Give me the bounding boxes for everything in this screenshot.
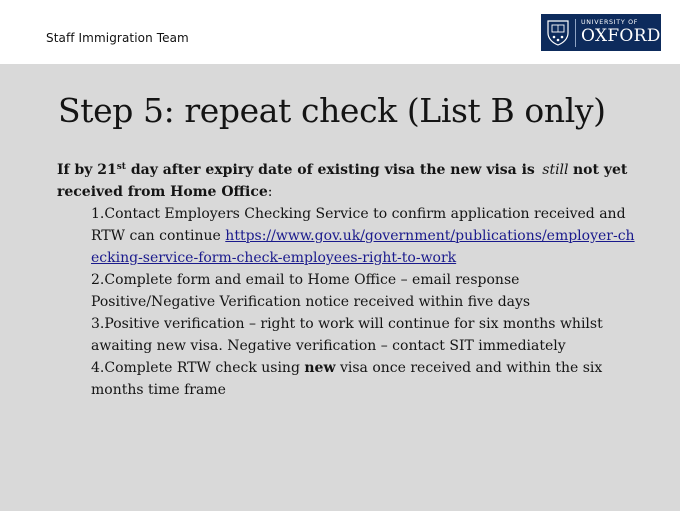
step-4-prefix: 4.Complete RTW check using <box>91 360 305 376</box>
step-2-text: 2.Complete form and email to Home Office – email response Positive/Negative Verification notice received within five days <box>91 272 531 310</box>
oxford-logo <box>541 14 661 51</box>
intro-paragraph <box>57 159 642 203</box>
step-4 <box>91 357 642 401</box>
step-1-text: 1.Contact Employers Checking Service to confirm application received and RTW can continue <box>91 206 626 244</box>
slide-header <box>0 0 680 64</box>
intro-colon: : <box>267 184 273 200</box>
steps-list <box>57 203 642 401</box>
step-2 <box>91 269 642 313</box>
step-4-bold-word: new <box>304 360 336 376</box>
logo-text <box>581 20 661 45</box>
step-3 <box>91 313 642 357</box>
step-1 <box>91 203 642 269</box>
team-label: Staff Immigration Team <box>46 31 189 45</box>
step-4-suffix: visa once received and within the six months time frame <box>91 360 603 398</box>
slide-title: Step 5: repeat check (List B only) <box>58 91 606 130</box>
intro-part2: day after expiry date of existing visa the new visa is <box>125 162 535 178</box>
logo-bottom-line: OXFORD <box>581 26 661 47</box>
step-3-text: 3.Positive verification – right to work will continue for six months whilst awaiting new visa. Negative verification – contact SIT immediately <box>91 316 603 354</box>
intro-superscript: st <box>116 162 126 172</box>
intro-part3: not yet received from Home Office <box>57 162 628 200</box>
logo-top-line: UNIVERSITY OF <box>581 18 639 26</box>
slide-content <box>0 64 680 511</box>
intro-part1: If by 21 <box>57 162 117 178</box>
slide-body <box>57 159 642 401</box>
crest-icon <box>546 19 570 46</box>
logo-divider <box>575 19 576 47</box>
employer-checking-link[interactable]: https://www.gov.uk/government/publications/employer-checking-service-form-check-employees-right-to-work <box>91 228 635 266</box>
intro-italic-word: still <box>542 162 569 178</box>
